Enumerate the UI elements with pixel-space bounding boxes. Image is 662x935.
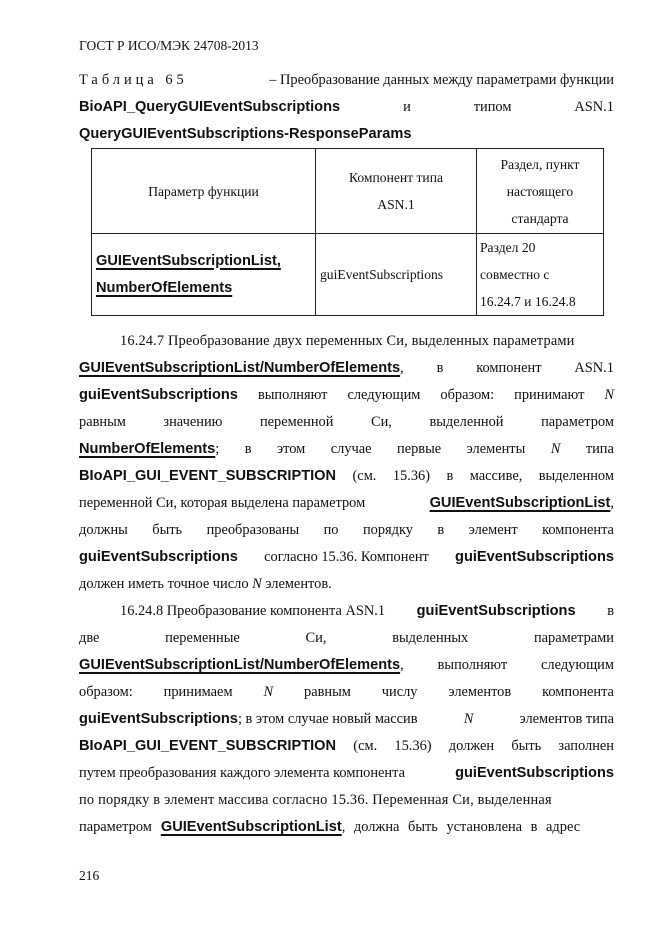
text: Си, — [305, 630, 327, 646]
text: N — [252, 576, 262, 592]
running-header: ГОСТ Р ИСО/МЭК 24708-2013 — [79, 38, 259, 53]
text-line — [79, 439, 614, 459]
text: выполняют — [437, 657, 508, 673]
text: согласно 15.36. Компонент — [264, 549, 429, 565]
text: две — [79, 630, 100, 646]
text-line — [79, 817, 614, 837]
text: (см. — [353, 738, 378, 754]
text: N — [604, 387, 614, 403]
text: этом — [276, 441, 306, 457]
text: выполняют — [257, 387, 328, 403]
cell-parameter: GUIEventSubscriptionList, NumberOfElements — [92, 234, 316, 316]
ref-component: guiEventSubscriptions — [79, 549, 238, 565]
text: 15.36) — [392, 468, 431, 484]
table-caption-text: – Преобразование данных между параметрами функции — [269, 72, 614, 88]
text: переменной — [259, 414, 334, 430]
text: должен иметь точное число — [79, 576, 249, 592]
text-line — [79, 547, 614, 567]
text-line — [79, 628, 614, 648]
cell-component: guiEventSubscriptions — [316, 234, 477, 316]
text: 15.36) — [394, 738, 432, 754]
text: ; в этом случае новый массив — [237, 711, 418, 727]
text: равным — [304, 684, 351, 700]
text-line — [79, 655, 614, 675]
text: значению — [163, 414, 223, 430]
text: N — [463, 711, 474, 727]
caption-function-name: BioAPI_QueryGUIEventSubscriptions — [79, 99, 341, 115]
text: выделенной — [429, 414, 504, 430]
text: компонента — [542, 522, 614, 538]
text-line — [79, 358, 614, 378]
text: числу — [381, 684, 418, 700]
text: по — [323, 522, 339, 538]
ref-type: BIoAPI_GUI_EVENT_SUBSCRIPTION — [79, 468, 337, 484]
table-header-row — [92, 149, 604, 234]
table-row — [92, 234, 604, 316]
text-line — [79, 709, 614, 729]
text: следующим — [347, 387, 421, 403]
table-caption-line-3 — [79, 124, 614, 144]
mapping-table — [91, 148, 604, 316]
text: по порядку в элемент массива согласно 15.36. Переменная Си, выделенная — [79, 792, 552, 808]
text: 16.24.7 Преобразование двух переменных Си, выделенных параметрами — [120, 333, 575, 349]
text: , — [400, 360, 404, 376]
table-caption-line-1 — [79, 70, 614, 90]
text: порядку — [362, 522, 413, 538]
table-caption-prefix: Таблица 65 — [79, 72, 188, 88]
ref-component: guiEventSubscriptions — [79, 711, 238, 727]
text: 16.24.8 Преобразование компонента ASN.1 — [120, 603, 386, 619]
text: следующим — [541, 657, 614, 673]
text: должны — [79, 522, 128, 538]
text: образом: — [79, 684, 133, 700]
text: в — [607, 603, 614, 619]
ref-param: GUIEventSubscriptionList — [160, 819, 342, 835]
text-line — [79, 412, 614, 432]
text: типа — [585, 441, 614, 457]
text-line — [79, 493, 614, 513]
text-line — [79, 574, 614, 594]
text: параметрами — [533, 630, 614, 646]
ref-component: guiEventSubscriptions — [79, 387, 238, 403]
text: выделенных — [392, 630, 469, 646]
text: , должна быть установлена в адрес — [341, 819, 581, 835]
text: преобразованы — [206, 522, 300, 538]
text: быть — [152, 522, 183, 538]
text-line — [79, 763, 614, 783]
caption-word: типом — [473, 99, 512, 115]
ref-type: BIoAPI_GUI_EVENT_SUBSCRIPTION — [79, 738, 337, 754]
text: , — [610, 495, 614, 511]
text: ASN.1 — [574, 360, 614, 376]
text-line — [79, 790, 614, 810]
header-cell-component: Компонент типа ASN.1 — [316, 149, 477, 234]
text: должен — [448, 738, 495, 754]
page-number: 216 — [79, 868, 100, 883]
text: компонента — [542, 684, 614, 700]
caption-word: ASN.1 — [574, 99, 614, 115]
ref-component: guiEventSubscriptions — [455, 549, 614, 565]
text: переменные — [165, 630, 240, 646]
text: , — [400, 657, 404, 673]
caption-asn-type: QueryGUIEventSubscriptions-ResponseParams — [79, 126, 412, 142]
text: компонент — [476, 360, 542, 376]
cell-section: Раздел 20 совместно с 16.24.7 и 16.24.8 — [477, 234, 604, 316]
text: элементов. — [265, 576, 332, 592]
text: Си, — [371, 414, 392, 430]
text: переменной Си, которая выделена параметром — [79, 495, 366, 511]
text: равным — [79, 414, 126, 430]
text: заполнен — [558, 738, 614, 754]
text-line — [79, 682, 614, 702]
text: принимаем — [163, 684, 233, 700]
text: элементов — [448, 684, 512, 700]
text: N — [263, 684, 274, 700]
table-caption-line-2 — [79, 97, 614, 117]
text: элементы — [466, 441, 526, 457]
text: в — [436, 360, 444, 376]
text: элементов типа — [519, 711, 614, 727]
text: быть — [511, 738, 542, 754]
text: в — [244, 441, 252, 457]
ref-component: guiEventSubscriptions — [416, 603, 576, 619]
text-line — [79, 385, 614, 405]
ref-param: GUIEventSubscriptionList/NumberOfElements — [79, 360, 401, 376]
text-line — [120, 601, 614, 621]
header-cell-parameter: Параметр функции — [92, 149, 316, 234]
text: образом: — [440, 387, 495, 403]
text: N — [550, 441, 561, 457]
text: элемент — [468, 522, 518, 538]
text: массиве, — [469, 468, 523, 484]
header-cell-section: Раздел, пункт настоящего стандарта — [477, 149, 604, 234]
text: параметром — [541, 414, 614, 430]
text: выделенном — [538, 468, 614, 484]
ref-param: GUIEventSubscriptionList — [429, 495, 611, 511]
text: (см. — [352, 468, 377, 484]
text: в — [446, 468, 454, 484]
text-line — [120, 331, 614, 351]
caption-word: и — [403, 99, 411, 115]
ref-component: guiEventSubscriptions — [455, 765, 614, 781]
text: ; — [215, 441, 220, 457]
text: параметром — [79, 819, 152, 835]
text-line — [79, 466, 614, 486]
text: принимают — [514, 387, 585, 403]
text: случае — [330, 441, 372, 457]
text-line — [79, 736, 614, 756]
text: в — [437, 522, 445, 538]
ref-param: GUIEventSubscriptionList/NumberOfElements — [79, 657, 401, 673]
text: первые — [397, 441, 442, 457]
text: путем преобразования каждого элемента компонента — [79, 765, 405, 781]
ref-param: NumberOfElements — [79, 441, 216, 457]
text-line — [79, 520, 614, 540]
